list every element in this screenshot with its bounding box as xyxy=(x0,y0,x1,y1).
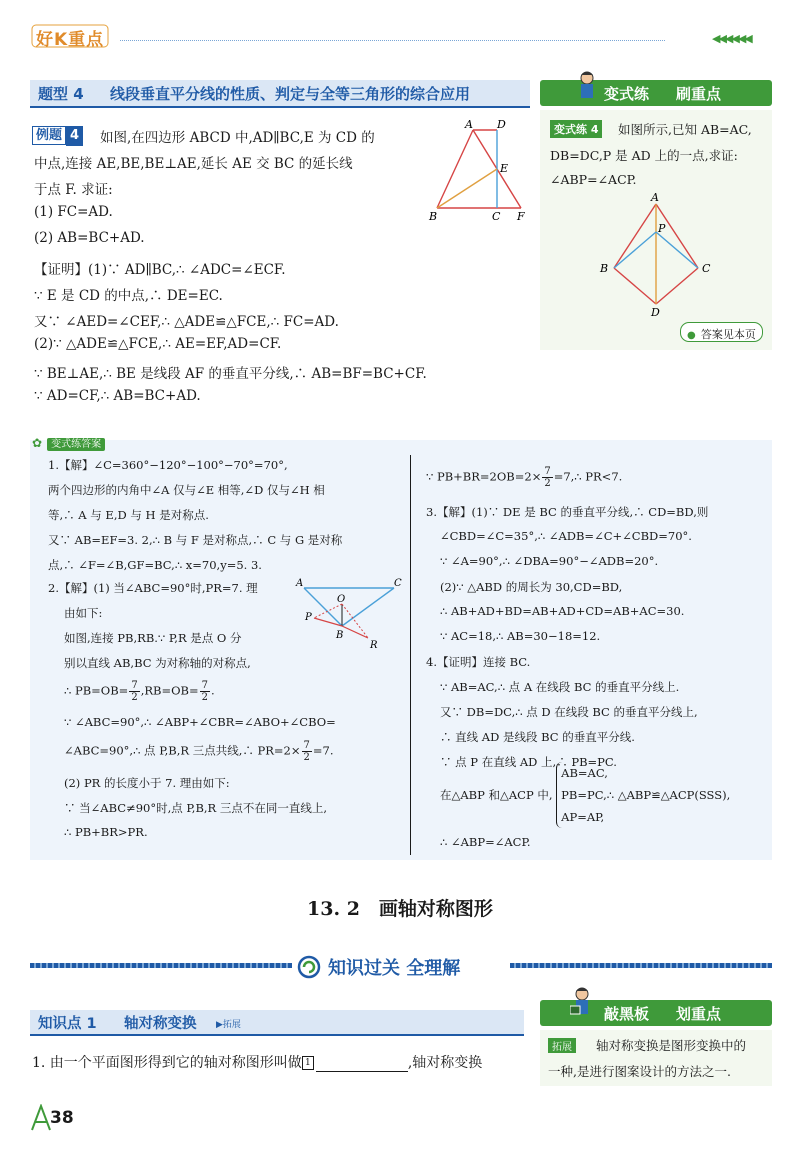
answer2-line10: ∴ PB+BR>PR. xyxy=(64,825,148,839)
svg-text:D: D xyxy=(651,306,660,319)
variant-tag: 变式练 4 xyxy=(550,120,602,138)
answer1-line1: 1.【解】∠C=360°−120°−100°−70°=70°, xyxy=(48,458,288,472)
fraction: $\frac{7}{2}$ xyxy=(201,680,208,703)
answer2-line5: ∴ PB=OB= $\frac{7}{2}$ ,RB=OB= $\frac{7}{2}$ . xyxy=(64,680,215,703)
header-arrows: ◀◀◀◀◀◀ xyxy=(712,32,751,45)
answer4-system: 在△ABP 和△ACP 中, AB=AC, PB=PC,∴ △ABP≌△ACP(SSS), AP=AP, xyxy=(440,762,730,828)
answer2-figure xyxy=(290,572,406,652)
label-E: E xyxy=(500,162,509,175)
answer3-line6: ∵ AC=18,∴ AB=30−18=12. xyxy=(440,629,601,643)
variant-text-2: DB=DC,P 是 AD 上的一点,求证: xyxy=(550,148,738,163)
page-header xyxy=(0,0,800,60)
answer1-line4: 又∵ AB=EF=3. 2,∴ B 与 F 是对称点,∴ C 与 G 是对称 xyxy=(48,533,343,547)
fraction: $\frac{7}{2}$ xyxy=(131,680,138,703)
label-C: C xyxy=(492,210,501,223)
answer1-line5: 点,∴ ∠F=∠B,GF=BC,∴ x=70,y=5. 3. xyxy=(48,558,262,572)
topic-label: 题型 4 xyxy=(38,85,84,103)
answer4-line2: ∵ AB=AC,∴ 点 A 在线段 BC 的垂直平分线上. xyxy=(440,680,680,694)
label-D: D xyxy=(497,118,506,131)
answer3-line4: (2)∵ △ABD 的周长为 30,CD=BD, xyxy=(440,580,623,594)
variant-text-3: ∠ABP=∠ACP. xyxy=(550,172,637,187)
example-text-5: (2) AB=BC+AD. xyxy=(34,230,145,246)
answer4-line1: 4.【证明】连接 BC. xyxy=(426,655,531,669)
answer2-line3: 如图,连接 PB,RB.∵ P,R 是点 O 分 xyxy=(64,631,242,645)
proof-line-2: ∵ E 是 CD 的中点,∴ DE=EC. xyxy=(34,288,223,304)
topic-banner xyxy=(30,80,530,108)
label-F: F xyxy=(517,210,525,223)
answers-divider xyxy=(410,455,411,855)
fraction: $\frac{7}{2}$ xyxy=(303,740,310,763)
answer2-line4: 别以直线 AB,BC 为对称轴的对称点, xyxy=(64,656,251,670)
answer2-continued: ∵ PB+BR=2OB=2× $\frac{7}{2}$ =7,∴ PR<7. xyxy=(426,466,623,489)
extend-tag: ▶拓展 xyxy=(216,1020,241,1030)
example-text-3: 于点 F. 求证: xyxy=(34,182,113,198)
variant-panel xyxy=(540,110,772,350)
answer-blank-number: 1 xyxy=(302,1056,314,1070)
svg-text:A: A xyxy=(651,192,659,204)
answer2-line9: ∵ 当∠ABC≠90°时,点 P,B,R 三点不在同一直线上, xyxy=(64,801,328,815)
answer3-line5: ∴ AB+AD+BD=AB+AD+CD=AB+AC=30. xyxy=(440,604,685,618)
svg-text:C: C xyxy=(394,578,402,589)
page-corner-icon xyxy=(30,1104,52,1132)
answer-blank[interactable] xyxy=(316,1057,408,1072)
fraction: $\frac{7}{2}$ xyxy=(544,466,551,489)
extend-badge: 拓展 xyxy=(548,1038,576,1053)
proof-line-4: (2)∵ △ADE≌△FCE,∴ AE=EF,AD=CF. xyxy=(34,336,282,352)
proof-line-6: ∵ AD=CF,∴ AB=BC+AD. xyxy=(34,388,201,404)
svg-text:R: R xyxy=(370,640,378,651)
answer4-last: ∴ ∠ABP=∠ACP. xyxy=(440,835,531,849)
knowledge-point-bar: 知识点 1 轴对称变换 ▶拓展 xyxy=(30,1010,524,1036)
teacher-icon xyxy=(570,986,594,1024)
answer4-line4: ∴ 直线 AD 是线段 BC 的垂直平分线. xyxy=(440,730,635,744)
svg-text:O: O xyxy=(337,594,346,605)
proof-line-5: ∵ BE⊥AE,∴ BE 是线段 AF 的垂直平分线,∴ AB=BF=BC+CF. xyxy=(34,366,427,382)
answer1-line3: 等,∴ A 与 E,D 与 H 是对称点. xyxy=(48,508,209,522)
header-line xyxy=(120,40,665,41)
label-B: B xyxy=(429,210,438,223)
example-figure xyxy=(425,118,537,228)
label-A: A xyxy=(465,118,473,131)
example-text-2: 中点,连接 AE,BE,BE⊥AE,延长 AE 交 BC 的延长线 xyxy=(34,156,353,172)
proof-line-1: 【证明】(1)∵ AD∥BC,∴ ∠ADC=∠ECF. xyxy=(34,262,286,278)
answer1-line2: 两个四边形的内角中∠A 仅与∠E 相等,∠D 仅与∠H 相 xyxy=(48,483,325,497)
page-number-badge: 38 xyxy=(30,1104,90,1132)
question-1: 1. 由一个平面图形得到它的轴对称图形叫做 1 ,轴对称变换 xyxy=(32,1055,483,1071)
answer3-line1: 3.【解】(1)∵ DE 是 BC 的垂直平分线,∴ CD=BD,则 xyxy=(426,505,709,519)
answers-title: ✿ 变式练答案 xyxy=(32,432,105,451)
equation-brace: AB=AC, PB=PC,∴ △ABP≌△ACP(SSS), AP=AP, xyxy=(556,762,730,828)
svg-text:P: P xyxy=(658,222,666,235)
section-title: 13. 2 画轴对称图形 xyxy=(307,898,493,920)
example-text-4: (1) FC=AD. xyxy=(34,204,113,220)
topic-title: 线段垂直平分线的性质、判定与全等三角形的综合应用 xyxy=(110,85,471,103)
bulb-icon: ✿ xyxy=(32,436,43,450)
svg-text:B: B xyxy=(336,630,344,641)
answer2-line7: ∠ABC=90°,∴ 点 P,B,R 三点共线,∴ PR=2× $\frac{7}{2}$ =7. xyxy=(64,740,334,763)
svg-text:B: B xyxy=(600,262,609,275)
practice-panel-header: 变式练 刷重点 xyxy=(540,80,772,106)
answer4-line3: 又∵ DB=DC,∴ 点 D 在线段 BC 的垂直平分线上, xyxy=(440,705,698,719)
answer-note[interactable]: ● 答案见本页 xyxy=(680,322,763,342)
svg-text:A: A xyxy=(296,578,304,589)
answer3-line2: ∠CBD=∠C=35°,∴ ∠ADB=∠C+∠CBD=70°. xyxy=(440,529,692,543)
book-logo: 好K重点 xyxy=(30,22,120,50)
answer2-line6: ∵ ∠ABC=90°,∴ ∠ABP+∠CBR=∠ABO+∠CBO= xyxy=(64,715,336,729)
answer4-line5: ∵ 点 P 在直线 AD 上,∴ PB=PC. xyxy=(440,755,617,769)
student-icon xyxy=(576,70,598,104)
answer2-line2: 由如下: xyxy=(64,606,103,620)
knowledge-banner: 知识过关 全理解 xyxy=(30,950,772,984)
blackboard-header: 敲黑板 划重点 xyxy=(540,1000,772,1026)
blackboard-body: 拓展 轴对称变换是图形变换中的 一种,是进行图案设计的方法之一. xyxy=(540,1030,772,1086)
pin-icon: ● xyxy=(687,330,696,341)
answer2-line8: (2) PR 的长度小于 7. 理由如下: xyxy=(64,776,230,790)
swirl-icon xyxy=(296,954,322,980)
variant-text-1: 如图所示,已知 AB=AC, xyxy=(618,122,752,137)
proof-line-3: 又∵ ∠AED=∠CEF,∴ △ADE≌△FCE,∴ FC=AD. xyxy=(34,314,339,330)
svg-text:P: P xyxy=(305,612,312,623)
figure-lines xyxy=(437,130,521,208)
example-tag: 例题 4 xyxy=(32,124,83,144)
answer2-line1: 2.【解】(1) 当∠ABC=90°时,PR=7. 理 xyxy=(48,581,258,595)
answer3-line3: ∵ ∠A=90°,∴ ∠DBA=90°−∠ADB=20°. xyxy=(440,554,659,568)
svg-text:C: C xyxy=(702,262,711,275)
example-text-1: 如图,在四边形 ABCD 中,AD∥BC,E 为 CD 的 xyxy=(100,130,375,146)
variant-figure xyxy=(598,192,718,320)
